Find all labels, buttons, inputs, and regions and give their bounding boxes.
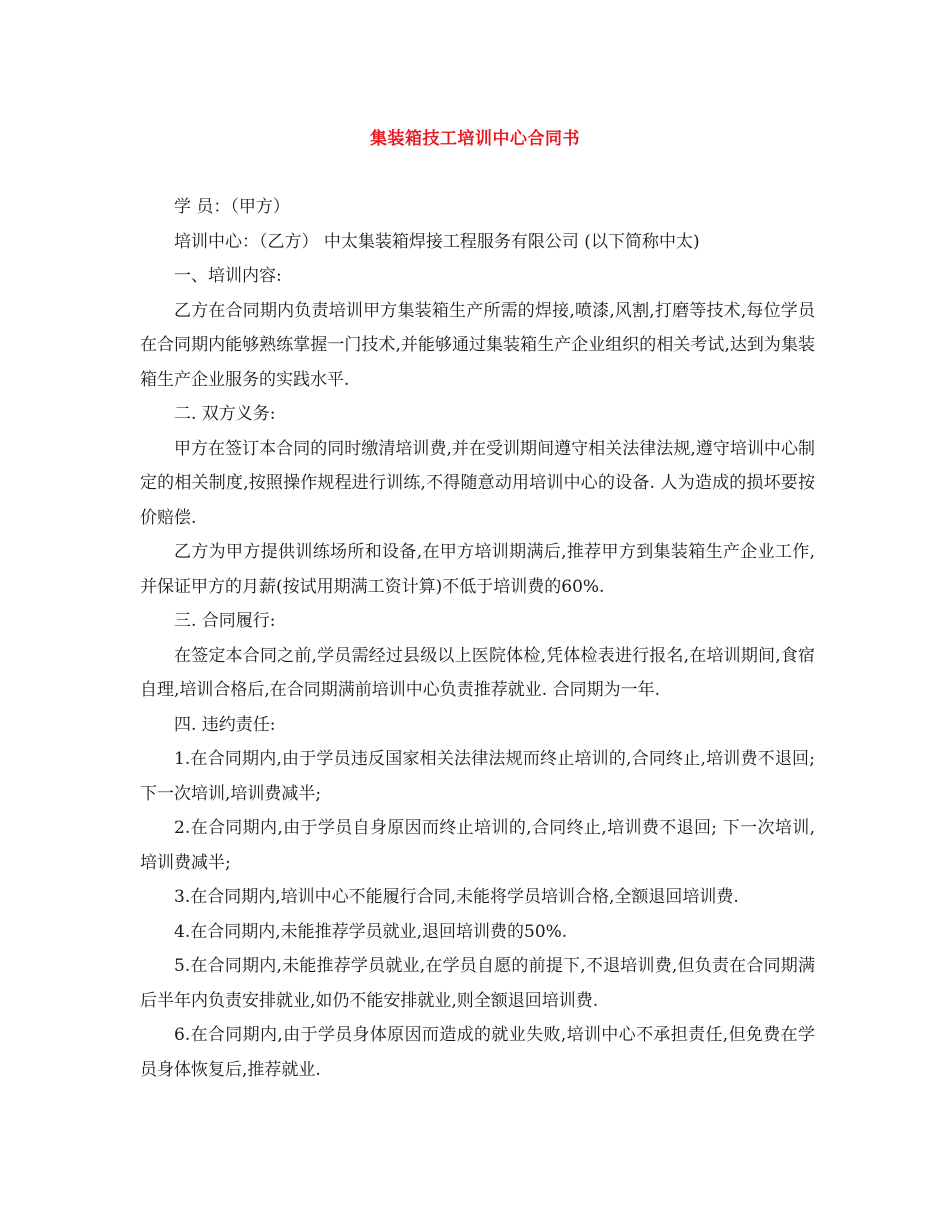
section-heading-performance: 三. 合同履行:	[174, 611, 276, 631]
section-heading-liability: 四. 违约责任:	[174, 714, 276, 735]
party-a-line: 学 员：（甲方）	[174, 197, 290, 217]
paragraph-performance: 在签定本合同之前,学员需经过县级以上医院体检,凭体检表进行报名,在培训期间,食宿自理,培训合格后,在合同期满前培训中心负责推荐就业. 合同期为一年.	[140, 645, 815, 700]
paragraph-training-content: 乙方在合同期内负责培训甲方集装箱生产所需的焊接,喷漆,风割,打磨等技术,每位学员在合同期内能够熟练掌握一门技术,并能够通过集装箱生产企业组织的相关考试,达到为集装箱生产企业服务的实践水平.	[140, 300, 815, 390]
section-heading-training-content: 一、培训内容:	[174, 266, 282, 286]
liability-item-1: 1.在合同期内,由于学员违反国家相关法律法规而终止培训的,合同终止,培训费不退回;下一次培训,培训费减半;	[140, 749, 815, 804]
section-heading-obligations: 二. 双方义务:	[174, 404, 276, 424]
paragraph-obligations-party-b: 乙方为甲方提供训练场所和设备,在甲方培训期满后,推荐甲方到集装箱生产企业工作,并保证甲方的月薪(按试用期满工资计算)不低于培训费的60%.	[140, 542, 815, 597]
document-title: 集装箱技工培训中心合同书	[370, 129, 580, 149]
liability-item-2: 2.在合同期内,由于学员自身原因而终止培训的,合同终止,培训费不退回; 下一次培训,培训费减半;	[140, 818, 815, 873]
liability-item-5: 5.在合同期内,未能推荐学员就业,在学员自愿的前提下,不退培训费,但负责在合同期满后半年内负责安排就业,如仍不能安排就业,则全额退回培训费.	[140, 956, 815, 1011]
document-body	[140, 190, 815, 1087]
paragraph-obligations-party-a: 甲方在签订本合同的同时缴清培训费,并在受训期间遵守相关法律法规,遵守培训中心制定的相关制度,按照操作规程进行训练,不得随意动用培训中心的设备. 人为造成的损坏要按价赔偿.	[140, 438, 815, 528]
liability-item-3: 3.在合同期内,培训中心不能履行合同,未能将学员培训合格,全额退回培训费.	[174, 887, 739, 907]
party-b-line: 培训中心：（乙方） 中太集装箱焊接工程服务有限公司 (以下简称中太)	[174, 231, 700, 252]
liability-item-6: 6.在合同期内,由于学员身体原因而造成的就业失败,培训中心不承担责任,但免费在学员身体恢复后,推荐就业.	[140, 1025, 815, 1080]
liability-item-4: 4.在合同期内,未能推荐学员就业,退回培训费的50%.	[174, 921, 568, 942]
